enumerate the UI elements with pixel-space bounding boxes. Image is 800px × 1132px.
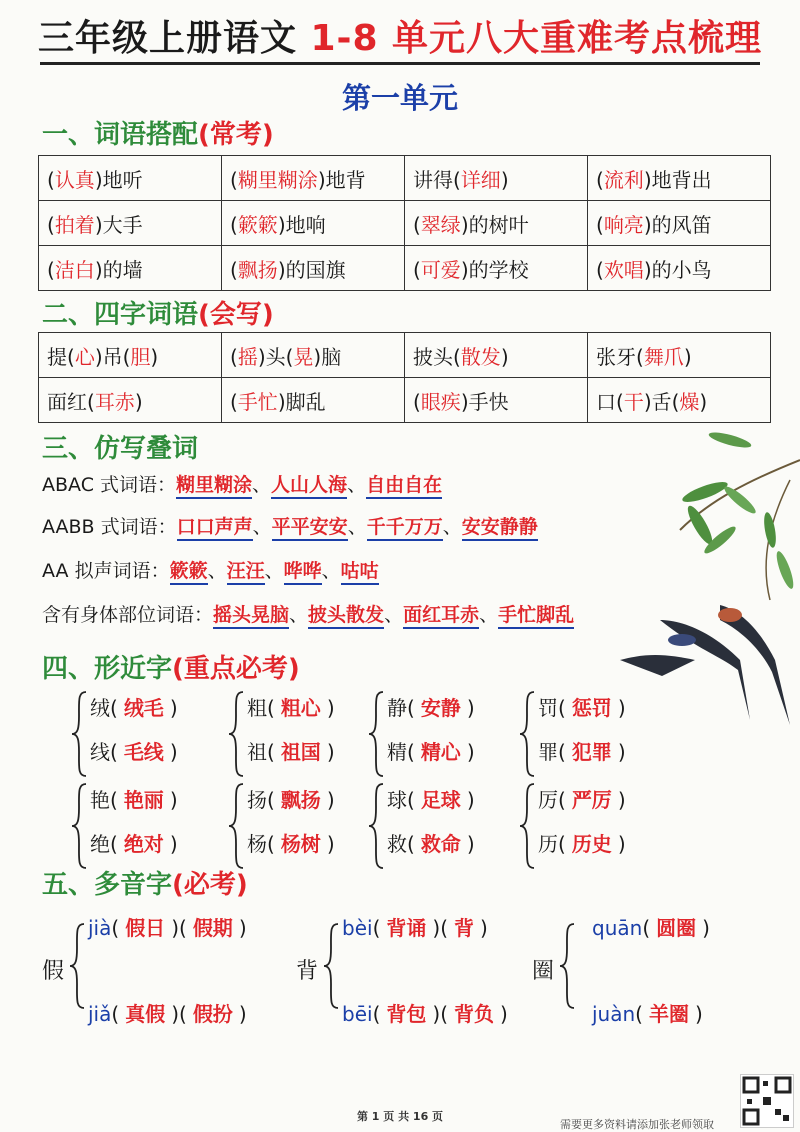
- pinyin: bèi: [342, 916, 373, 940]
- table-cell: [39, 201, 222, 246]
- cell-answer: 响亮: [603, 212, 644, 237]
- separator: 、: [289, 604, 309, 626]
- title-underline: [40, 62, 760, 65]
- pronunciation-row: [592, 998, 703, 1027]
- separator: 、: [347, 474, 367, 496]
- brace-icon: [70, 686, 88, 782]
- similar-char-pair: [90, 828, 178, 857]
- table-row: [39, 201, 771, 246]
- cell-text: 讲得(: [413, 167, 461, 192]
- answer-word: 艳丽: [123, 788, 164, 812]
- paren: ): [702, 916, 710, 940]
- answer-word: 背包: [386, 1002, 427, 1026]
- cell-answer: 流利: [603, 167, 644, 192]
- answer-word: 惩罚: [571, 696, 612, 720]
- table-cell: [39, 333, 222, 378]
- answer-word: 犯罪: [571, 740, 612, 764]
- cell-answer: 详细: [460, 167, 501, 192]
- cell-answer: 耳赤: [94, 389, 135, 414]
- cell-text: )脚乱: [277, 389, 326, 414]
- paren: (: [110, 740, 118, 764]
- cell-text: )手快: [460, 389, 509, 414]
- char: 扬: [247, 788, 267, 812]
- example-word: 簌簌: [170, 560, 208, 585]
- similar-char-pair: [387, 784, 475, 813]
- paren: ): [480, 916, 488, 940]
- pinyin: jiǎ: [88, 1002, 112, 1026]
- page-footer: 第 1 页 共 16 页: [356, 1110, 444, 1123]
- paren: (: [558, 740, 566, 764]
- line-label: ABAC 式词语：: [42, 474, 177, 496]
- paren: ): [466, 788, 475, 812]
- paren: (: [440, 1002, 448, 1026]
- table-cell: [222, 246, 405, 291]
- cell-text: 张牙(: [596, 344, 644, 369]
- similar-char-pair: [90, 736, 178, 765]
- paren: (: [642, 916, 651, 940]
- paren: (: [407, 696, 415, 720]
- section-4-heading: [42, 648, 300, 685]
- char: 罚: [538, 696, 558, 720]
- brace-icon: [227, 686, 245, 782]
- paren: ): [617, 832, 626, 856]
- char: 罪: [538, 740, 558, 764]
- section-2-heading: [42, 294, 274, 331]
- similar-char-pair: [387, 736, 475, 765]
- similar-char-group: [518, 778, 703, 874]
- char: 静: [387, 696, 407, 720]
- cell-text: )地背出: [643, 167, 712, 192]
- cell-text: )地听: [94, 167, 143, 192]
- paren: (: [111, 1002, 120, 1026]
- brace-icon: [367, 778, 385, 874]
- char: 绒: [90, 696, 110, 720]
- cell-text: 提(: [47, 344, 75, 369]
- table-cell: [405, 378, 588, 423]
- paren: (: [558, 696, 566, 720]
- pinyin: juàn: [592, 1002, 636, 1026]
- answer-word: 背负: [454, 1002, 494, 1026]
- example-word: 口口声声: [177, 516, 253, 541]
- answer-word: 假扮: [192, 1002, 233, 1026]
- paren: (: [635, 1002, 643, 1026]
- cell-text: )吊(: [94, 344, 131, 369]
- example-word: 哗哗: [284, 560, 322, 585]
- cell-text: )的墙: [94, 257, 143, 282]
- paren: (: [372, 1002, 381, 1026]
- cell-text: (: [413, 212, 421, 237]
- brace-icon: [518, 686, 536, 782]
- line-label: 含有身体部位词语：: [42, 604, 214, 626]
- paren: (: [440, 916, 448, 940]
- section-1-heading: [42, 114, 274, 151]
- char: 线: [90, 740, 110, 764]
- paren: ): [169, 740, 178, 764]
- table-cell: [39, 156, 222, 201]
- brace-icon: [227, 778, 245, 874]
- answer-word: 假期: [192, 916, 233, 940]
- char: 杨: [247, 832, 267, 856]
- cell-text: )的风笛: [643, 212, 712, 237]
- cell-text: )大手: [94, 212, 143, 237]
- cell-answer: 胆: [130, 344, 151, 369]
- table-row: [39, 333, 771, 378]
- cell-text: )舌(: [643, 389, 680, 414]
- example-word: 披头散发: [308, 604, 384, 629]
- similar-char-pair: [538, 784, 626, 813]
- cell-text: (: [596, 257, 604, 282]
- cell-answer: 燥: [679, 389, 700, 414]
- cell-answer: 晃: [293, 344, 314, 369]
- paren: ): [326, 788, 335, 812]
- cell-answer: 摇: [237, 344, 258, 369]
- similar-char-pair: [90, 784, 178, 813]
- cell-text: ): [699, 389, 708, 414]
- cell-text: (: [230, 389, 238, 414]
- paren: (: [179, 916, 187, 940]
- answer-word: 足球: [420, 788, 461, 812]
- similar-char-pair: [387, 828, 475, 857]
- paren: ): [617, 740, 626, 764]
- separator: 、: [347, 516, 367, 538]
- separator: 、: [321, 560, 341, 582]
- cell-text: )的小鸟: [643, 257, 712, 282]
- table-cell: [222, 156, 405, 201]
- example-word: 安安静静: [462, 516, 538, 541]
- paren: (: [407, 740, 415, 764]
- paren: ): [169, 696, 178, 720]
- char: 艳: [90, 788, 110, 812]
- cell-answer: 可爱: [420, 257, 461, 282]
- separator: 、: [207, 560, 227, 582]
- paren: (: [267, 696, 275, 720]
- example-word: 自由自在: [366, 474, 442, 499]
- four-char-table: [38, 332, 771, 423]
- section-5-tag: (必考): [172, 870, 248, 900]
- reduplication-line: [42, 600, 574, 627]
- answer-word: 粗心: [280, 696, 321, 720]
- title-black: 三年级上册语文: [37, 18, 311, 59]
- pronunciation-row: [88, 998, 247, 1027]
- cell-text: )地响: [277, 212, 326, 237]
- cell-text: ): [500, 344, 509, 369]
- paren: ): [171, 1002, 179, 1026]
- example-word: 糊里糊涂: [176, 474, 252, 499]
- example-word: 咕咕: [341, 560, 379, 585]
- section-3-title: 三、仿写叠词: [42, 434, 199, 464]
- answer-word: 羊圈: [648, 1002, 689, 1026]
- brace-icon: [70, 778, 88, 874]
- cell-text: (: [230, 167, 238, 192]
- section-4-title: 四、形近字: [42, 654, 173, 684]
- table-cell: [588, 156, 771, 201]
- section-4-tag: (重点必考): [172, 654, 300, 684]
- section-5-title: 五、多音字: [42, 870, 173, 900]
- cell-text: (: [596, 167, 604, 192]
- table-cell: [39, 378, 222, 423]
- table-cell: [588, 333, 771, 378]
- table-cell: [588, 246, 771, 291]
- char: 绝: [90, 832, 110, 856]
- polyphonic-char: 背: [296, 959, 319, 984]
- cell-text: )的树叶: [460, 212, 529, 237]
- cell-answer: 散发: [460, 344, 501, 369]
- paren: ): [466, 696, 475, 720]
- paren: ): [326, 832, 335, 856]
- paren: ): [238, 1002, 247, 1026]
- paren: ): [694, 1002, 703, 1026]
- brace-icon: [518, 778, 536, 874]
- cell-text: (: [230, 257, 238, 282]
- table-cell: [588, 378, 771, 423]
- reduplication-line: [42, 470, 442, 497]
- answer-word: 祖国: [280, 740, 321, 764]
- table-row: [39, 156, 771, 201]
- answer-word: 安静: [420, 696, 461, 720]
- table-cell: [222, 333, 405, 378]
- table-cell: [222, 201, 405, 246]
- char: 球: [387, 788, 407, 812]
- page-title: [0, 10, 800, 61]
- paren: (: [267, 788, 275, 812]
- reduplication-line: [42, 556, 379, 583]
- example-word: 摇头晃脑: [213, 604, 289, 629]
- example-word: 手忙脚乱: [498, 604, 574, 629]
- cell-text: (: [596, 212, 604, 237]
- separator: 、: [442, 516, 462, 538]
- pinyin: jià: [88, 916, 112, 940]
- paren: ): [466, 740, 475, 764]
- pinyin: quān: [592, 916, 643, 940]
- paren: (: [110, 832, 118, 856]
- cell-answer: 舞爪: [643, 344, 684, 369]
- pronunciation-row: [342, 998, 508, 1027]
- pronunciation-row: [88, 912, 247, 941]
- cell-text: (: [413, 389, 421, 414]
- cell-text: )地背: [317, 167, 366, 192]
- answer-word: 背: [454, 916, 474, 940]
- similar-char-pair: [90, 692, 178, 721]
- cell-answer: 干: [623, 389, 644, 414]
- cell-answer: 翠绿: [420, 212, 461, 237]
- similar-char-pair: [247, 736, 335, 765]
- separator: 、: [384, 604, 404, 626]
- cell-text: (: [413, 257, 421, 282]
- paren: (: [372, 916, 381, 940]
- example-word: 汪汪: [227, 560, 265, 585]
- polyphonic-char: 圈: [532, 959, 555, 984]
- paren: ): [432, 916, 441, 940]
- answer-word: 历史: [571, 832, 612, 856]
- cell-text: )的学校: [460, 257, 529, 282]
- cell-text: ): [683, 344, 692, 369]
- answer-word: 救命: [420, 832, 461, 856]
- cell-answer: 眼疾: [420, 389, 461, 414]
- title-red: 1-8 单元八大重难考点梳理: [310, 18, 763, 59]
- answer-word: 绝对: [123, 832, 164, 856]
- char: 祖: [247, 740, 267, 764]
- paren: (: [111, 916, 120, 940]
- section-2-tag: (会写): [198, 300, 274, 330]
- paren: (: [110, 788, 118, 812]
- example-word: 平平安安: [272, 516, 348, 541]
- cell-text: 面红(: [47, 389, 95, 414]
- cell-text: )脑: [313, 344, 342, 369]
- paren: (: [558, 832, 566, 856]
- similar-char-pair: [247, 784, 335, 813]
- paren: (: [267, 832, 275, 856]
- similar-char-pair: [247, 828, 335, 857]
- unit-heading: 第一单元: [341, 81, 458, 115]
- paren: ): [238, 916, 247, 940]
- pronunciation-row: [592, 912, 710, 941]
- cell-text: )的国旗: [277, 257, 346, 282]
- separator: 、: [252, 474, 272, 496]
- answer-word: 圆圈: [656, 916, 697, 940]
- cell-text: (: [47, 257, 55, 282]
- paren: ): [617, 788, 626, 812]
- answer-word: 精心: [420, 740, 461, 764]
- paren: ): [466, 832, 475, 856]
- table-cell: [405, 201, 588, 246]
- pinyin: bēi: [342, 1002, 373, 1026]
- paren: ): [171, 916, 179, 940]
- line-label: AABB 式词语：: [42, 516, 177, 538]
- paren: (: [179, 1002, 187, 1026]
- polyphonic-char: 假: [42, 959, 65, 984]
- paren: ): [617, 696, 626, 720]
- table-cell: [405, 246, 588, 291]
- word-pairing-table: [38, 155, 771, 291]
- cell-text: 披头(: [413, 344, 461, 369]
- similar-char-pair: [538, 828, 626, 857]
- paren: ): [326, 740, 335, 764]
- answer-word: 严厉: [571, 788, 612, 812]
- cell-text: 口(: [596, 389, 624, 414]
- paren: ): [500, 1002, 508, 1026]
- cell-text: ): [150, 344, 159, 369]
- paren: (: [407, 788, 415, 812]
- answer-word: 绒毛: [123, 696, 164, 720]
- separator: 、: [252, 516, 272, 538]
- answer-word: 杨树: [280, 832, 321, 856]
- cell-answer: 欢唱: [603, 257, 644, 282]
- paren: (: [110, 696, 118, 720]
- cell-text: ): [500, 167, 509, 192]
- paren: (: [558, 788, 566, 812]
- section-3-heading: [42, 428, 198, 465]
- table-cell: [39, 246, 222, 291]
- answer-word: 飘扬: [280, 788, 321, 812]
- cell-text: (: [230, 212, 238, 237]
- cell-text: ): [134, 389, 143, 414]
- separator: 、: [264, 560, 284, 582]
- table-cell: [222, 378, 405, 423]
- paren: (: [407, 832, 415, 856]
- brace-icon: [367, 686, 385, 782]
- separator: 、: [479, 604, 499, 626]
- cell-answer: 簌簌: [237, 212, 278, 237]
- table-cell: [588, 201, 771, 246]
- answer-word: 毛线: [123, 740, 164, 764]
- example-word: 面红耳赤: [403, 604, 479, 629]
- answer-word: 背诵: [386, 916, 427, 940]
- char: 救: [387, 832, 407, 856]
- cell-answer: 飘扬: [237, 257, 278, 282]
- similar-char-pair: [387, 692, 475, 721]
- cell-text: (: [47, 167, 55, 192]
- char: 粗: [247, 696, 267, 720]
- cell-text: (: [230, 344, 238, 369]
- char: 厉: [538, 788, 558, 812]
- line-label: AA 拟声词语：: [42, 560, 170, 582]
- brace-icon: [558, 918, 576, 1018]
- similar-char-pair: [247, 692, 335, 721]
- brace-icon: [322, 918, 340, 1018]
- table-cell: [405, 333, 588, 378]
- cell-answer: 糊里糊涂: [237, 167, 318, 192]
- cell-answer: 心: [74, 344, 95, 369]
- example-word: 人山人海: [271, 474, 347, 499]
- table-cell: [405, 156, 588, 201]
- reduplication-line: [42, 512, 538, 539]
- willow-swallow-illustration: [600, 420, 800, 740]
- pronunciation-row: [342, 912, 488, 941]
- cell-answer: 拍着: [54, 212, 95, 237]
- section-5-heading: [42, 864, 248, 901]
- brace-icon: [68, 918, 86, 1018]
- paren: ): [432, 1002, 441, 1026]
- paren: (: [267, 740, 275, 764]
- paren: ): [326, 696, 335, 720]
- example-word: 千千万万: [367, 516, 443, 541]
- section-1-title: 一、词语搭配: [42, 120, 199, 150]
- char: 历: [538, 832, 558, 856]
- cell-text: )头(: [257, 344, 294, 369]
- similar-char-pair: [538, 736, 626, 765]
- paren: ): [169, 832, 178, 856]
- table-row: [39, 246, 771, 291]
- paren: ): [169, 788, 178, 812]
- answer-word: 真假: [125, 1002, 166, 1026]
- cell-answer: 洁白: [54, 257, 95, 282]
- table-row: [39, 378, 771, 423]
- char: 精: [387, 740, 407, 764]
- section-1-tag: (常考): [198, 120, 274, 150]
- cell-answer: 认真: [54, 167, 95, 192]
- answer-word: 假日: [125, 916, 166, 940]
- contact-note: 需要更多资料请添加张老师领取: [560, 1118, 714, 1131]
- cell-text: (: [47, 212, 55, 237]
- cell-answer: 手忙: [237, 389, 278, 414]
- section-2-title: 二、四字词语: [42, 300, 199, 330]
